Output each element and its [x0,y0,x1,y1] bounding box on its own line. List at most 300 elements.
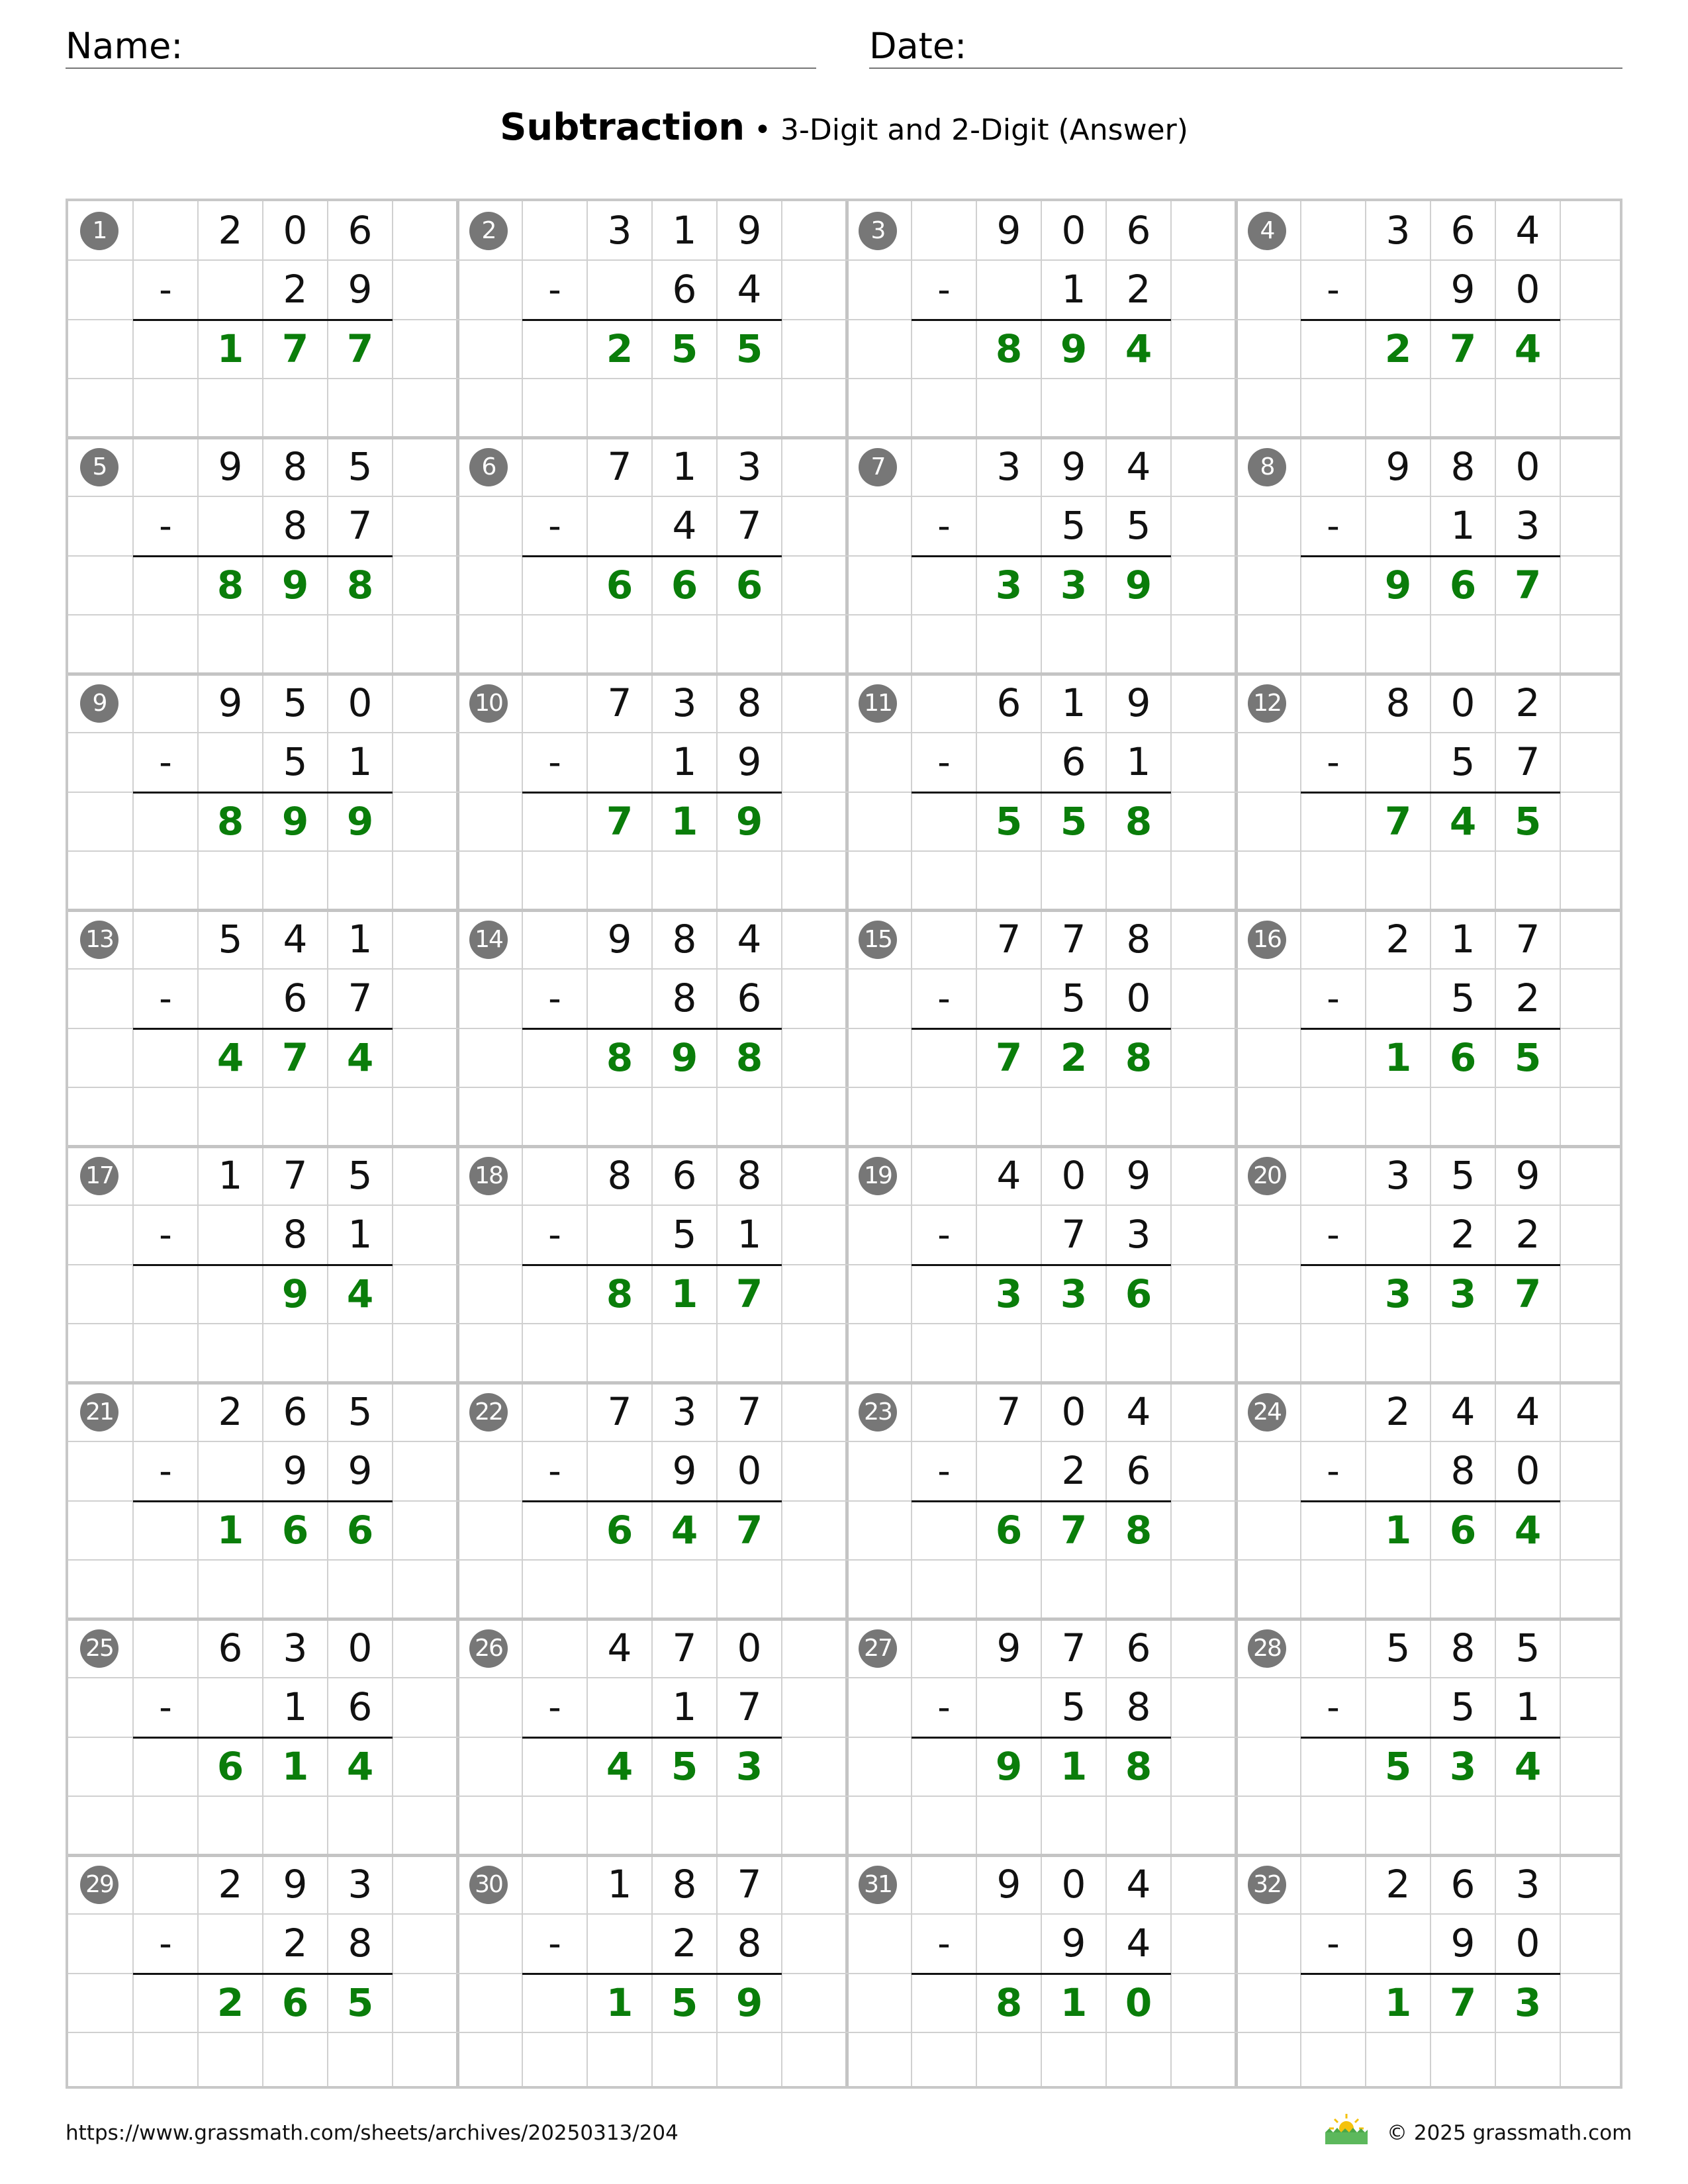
minuend-digit: 4 [737,917,762,962]
answer-digit: 6 [1449,562,1477,608]
minus-sign: - [548,1686,561,1729]
subtrahend-digit: 6 [348,1684,373,1730]
minuend-digit: 6 [996,680,1021,725]
answer-digit: 9 [995,1743,1023,1789]
minuend-digit: 0 [737,1625,762,1670]
problem-number-badge: 31 [859,1866,897,1904]
minuend-digit: 1 [348,917,373,962]
minuend-digit: 3 [283,1625,308,1670]
problem-number-badge: 18 [469,1157,508,1195]
problem-number-badge: 16 [1248,921,1286,959]
minus-sign: - [159,978,172,1020]
minus-sign: - [1327,505,1340,547]
subtrahend-digit: 5 [1061,976,1086,1021]
minuend-digit: 6 [1126,1625,1151,1670]
minus-sign: - [159,1214,172,1256]
subtrahend-digit: 9 [348,1448,373,1494]
problem [457,201,847,437]
minuend-digit: 2 [218,1862,243,1907]
answer-digit: 1 [1060,1979,1088,2025]
problem [68,910,457,1146]
answer-digit: 6 [1449,1034,1477,1080]
answer-digit: 4 [1449,798,1477,844]
subtrahend-digit: 8 [737,1921,762,1966]
minuend-digit: 5 [1385,1625,1411,1670]
subtrahend-digit: 5 [1061,1684,1086,1730]
problem-number-badge: 14 [469,921,508,959]
name-line [66,68,816,69]
problem-number-badge: 15 [859,921,897,959]
minuend-digit: 7 [672,1625,697,1670]
minus-sign: - [937,978,951,1020]
subtrahend-digit: 7 [1061,1212,1086,1257]
minuend-digit: 9 [218,680,243,725]
problem-number-badge: 21 [80,1393,118,1432]
answer-digit: 9 [735,798,763,844]
answer-digit: 4 [216,1034,244,1080]
minuend-digit: 2 [218,208,243,253]
answer-digit: 9 [1384,562,1412,608]
subtrahend-digit: 4 [672,503,697,549]
date-label: Date: [869,25,967,67]
answer-digit: 5 [1514,1034,1542,1080]
minus-sign: - [937,1450,951,1492]
answer-digit: 3 [995,1271,1023,1316]
minuend-digit: 7 [283,1153,308,1198]
minuend-digit: 9 [1061,444,1086,489]
minuend-digit: 9 [1126,680,1151,725]
subtrahend-digit: 5 [283,739,308,785]
problem [1236,1383,1622,1619]
subtrahend-digit: 1 [1126,739,1151,785]
minuend-digit: 5 [348,1389,373,1434]
minus-sign: - [548,505,561,547]
name-label: Name: [66,25,183,67]
answer-digit: 7 [1449,326,1477,371]
subtrahend-digit: 4 [1126,1921,1151,1966]
answer-digit: 1 [216,1507,244,1553]
problem-number-badge: 30 [469,1866,508,1904]
minuend-digit: 1 [218,1153,243,1198]
minus-sign: - [1327,741,1340,784]
minuend-digit: 0 [1061,1389,1086,1434]
minuend-digit: 0 [1061,1862,1086,1907]
problem [847,1619,1236,1855]
problem [457,1383,847,1619]
problem-number-badge: 2 [469,212,508,250]
answer-digit: 9 [281,562,309,608]
answer-digit: 8 [346,562,374,608]
minuend-digit: 2 [1385,1389,1411,1434]
answer-digit: 4 [1514,1743,1542,1789]
minuend-digit: 0 [1061,1153,1086,1198]
problem [1236,1619,1622,1855]
grass-sun-logo-icon [1323,2111,1370,2146]
minuend-digit: 8 [737,680,762,725]
subtrahend-digit: 9 [1450,1921,1476,1966]
answer-digit: 4 [1514,326,1542,371]
problem [457,1619,847,1855]
minuend-digit: 0 [1061,208,1086,253]
minuend-digit: 4 [1515,208,1540,253]
answer-digit: 7 [346,326,374,371]
problem-number-badge: 27 [859,1629,897,1668]
answer-digit: 3 [1060,1271,1088,1316]
answer-digit: 2 [216,1979,244,2025]
minuend-digit: 7 [607,680,632,725]
answer-digit: 8 [1125,1034,1152,1080]
minuend-digit: 4 [1126,1389,1151,1434]
minuend-digit: 2 [218,1389,243,1434]
answer-digit: 7 [1514,1271,1542,1316]
subtrahend-digit: 8 [348,1921,373,1966]
subtrahend-digit: 7 [1515,739,1540,785]
minuend-digit: 7 [1515,917,1540,962]
problem-number-badge: 19 [859,1157,897,1195]
minuend-digit: 4 [1126,1862,1151,1907]
minuend-digit: 5 [348,444,373,489]
answer-digit: 3 [995,562,1023,608]
answer-digit: 4 [1514,1507,1542,1553]
answer-digit: 7 [606,798,633,844]
answer-digit: 7 [281,1034,309,1080]
footer-copyright: © 2025 grassmath.com [1387,2121,1632,2145]
problem [1236,674,1622,910]
minuend-digit: 8 [672,1862,697,1907]
minuend-digit: 9 [996,1862,1021,1907]
worksheet-title [0,106,1688,149]
answer-digit: 4 [346,1034,374,1080]
answer-digit: 5 [346,1979,374,2025]
minuend-digit: 4 [1515,1389,1540,1434]
subtrahend-digit: 6 [737,976,762,1021]
subtrahend-digit: 5 [1061,503,1086,549]
problem [847,1855,1236,2089]
answer-digit: 6 [671,562,698,608]
subtrahend-digit: 6 [672,267,697,312]
answer-digit: 9 [281,798,309,844]
minus-sign: - [937,1214,951,1256]
subtrahend-digit: 8 [1450,1448,1476,1494]
minuend-digit: 8 [1450,444,1476,489]
minus-sign: - [159,1450,172,1492]
subtrahend-digit: 8 [283,1212,308,1257]
problem-number-badge: 13 [80,921,118,959]
answer-digit: 8 [995,326,1023,371]
minuend-digit: 0 [1450,680,1476,725]
problem [847,674,1236,910]
minus-sign: - [159,741,172,784]
problem-number-badge: 29 [80,1866,118,1904]
minuend-digit: 1 [672,444,697,489]
answer-digit: 2 [606,326,633,371]
problem-number-badge: 10 [469,684,508,723]
subtrahend-digit: 9 [672,1448,697,1494]
answer-digit: 6 [735,562,763,608]
subtrahend-digit: 1 [1515,1684,1540,1730]
minuend-digit: 4 [283,917,308,962]
problem [847,910,1236,1146]
minus-sign: - [548,741,561,784]
problem [457,1855,847,2089]
answer-digit: 9 [346,798,374,844]
answer-digit: 4 [1125,326,1152,371]
subtrahend-digit: 2 [283,1921,308,1966]
minuend-digit: 5 [1515,1625,1540,1670]
answer-digit: 5 [1514,798,1542,844]
subtrahend-digit: 0 [1515,267,1540,312]
subtrahend-digit: 8 [283,503,308,549]
minuend-digit: 3 [1385,208,1411,253]
subtrahend-digit: 2 [1061,1448,1086,1494]
problem [68,1619,457,1855]
answer-digit: 7 [735,1507,763,1553]
subtrahend-digit: 1 [737,1212,762,1257]
minus-sign: - [937,1923,951,1965]
answer-digit: 6 [281,1507,309,1553]
minuend-digit: 8 [1126,917,1151,962]
minuend-digit: 8 [737,1153,762,1198]
minuend-digit: 1 [1061,680,1086,725]
answer-digit: 8 [216,562,244,608]
minuend-digit: 2 [1515,680,1540,725]
answer-digit: 1 [671,798,698,844]
answer-digit: 1 [606,1979,633,2025]
minuend-digit: 3 [672,680,697,725]
answer-digit: 6 [216,1743,244,1789]
subtrahend-digit: 6 [283,976,308,1021]
answer-digit: 1 [281,1743,309,1789]
problem-number-badge: 28 [1248,1629,1286,1668]
minuend-digit: 6 [283,1389,308,1434]
problem [68,201,457,437]
subtrahend-digit: 1 [348,1212,373,1257]
problem-number-badge: 8 [1248,448,1286,486]
minuend-digit: 4 [607,1625,632,1670]
minuend-digit: 4 [996,1153,1021,1198]
answer-digit: 4 [606,1743,633,1789]
problem [68,437,457,674]
subtrahend-digit: 9 [1450,267,1476,312]
problem [68,1383,457,1619]
minus-sign: - [548,269,561,311]
problem-number-badge: 25 [80,1629,118,1668]
answer-digit: 4 [671,1507,698,1553]
minuend-digit: 9 [218,444,243,489]
problem-number-badge: 7 [859,448,897,486]
answer-digit: 1 [1060,1743,1088,1789]
problem [68,1146,457,1383]
problem-number-badge: 20 [1248,1157,1286,1195]
problem-number-badge: 5 [80,448,118,486]
answer-digit: 6 [995,1507,1023,1553]
answer-digit: 8 [1125,798,1152,844]
title-main: Subtraction [500,106,745,149]
minus-sign: - [937,505,951,547]
problem [457,674,847,910]
problem-number-badge: 4 [1248,212,1286,250]
minuend-digit: 7 [996,1389,1021,1434]
answer-digit: 6 [606,1507,633,1553]
subtrahend-digit: 8 [672,976,697,1021]
subtrahend-digit: 1 [1450,503,1476,549]
minuend-digit: 2 [1385,1862,1411,1907]
answer-digit: 9 [281,1271,309,1316]
minuend-digit: 0 [348,680,373,725]
minuend-digit: 8 [672,917,697,962]
answer-digit: 5 [995,798,1023,844]
minuend-digit: 9 [607,917,632,962]
answer-digit: 2 [1384,326,1412,371]
subtrahend-digit: 5 [1450,976,1476,1021]
problem [1236,1855,1622,2089]
minuend-digit: 9 [1385,444,1411,489]
subtrahend-digit: 9 [283,1448,308,1494]
minuend-digit: 6 [1126,208,1151,253]
answer-digit: 9 [1060,326,1088,371]
subtrahend-digit: 9 [348,267,373,312]
subtrahend-digit: 1 [348,739,373,785]
answer-digit: 9 [1125,562,1152,608]
answer-digit: 1 [1384,1507,1412,1553]
subtrahend-digit: 0 [1515,1448,1540,1494]
subtrahend-digit: 7 [737,1684,762,1730]
minuend-digit: 3 [996,444,1021,489]
answer-digit: 5 [671,1979,698,2025]
problem-number-badge: 6 [469,448,508,486]
answer-digit: 5 [671,326,698,371]
answer-digit: 8 [1125,1507,1152,1553]
subtrahend-digit: 2 [672,1921,697,1966]
answer-digit: 6 [346,1507,374,1553]
minuend-digit: 8 [1450,1625,1476,1670]
minuend-digit: 4 [1126,444,1151,489]
subtrahend-digit: 6 [1061,739,1086,785]
subtrahend-digit: 1 [1061,267,1086,312]
subtrahend-digit: 8 [1126,1684,1151,1730]
minuend-digit: 3 [348,1862,373,1907]
problem-number-badge: 24 [1248,1393,1286,1432]
problem [1236,1146,1622,1383]
problem-number-badge: 11 [859,684,897,723]
minus-sign: - [159,1923,172,1965]
minuend-digit: 9 [283,1862,308,1907]
minuend-digit: 7 [996,917,1021,962]
minuend-digit: 1 [607,1862,632,1907]
minus-sign: - [159,1686,172,1729]
minuend-digit: 7 [1061,1625,1086,1670]
minuend-digit: 0 [1515,444,1540,489]
minuend-digit: 7 [737,1389,762,1434]
minus-sign: - [1327,1923,1340,1965]
answer-digit: 7 [1449,1979,1477,2025]
minuend-digit: 8 [283,444,308,489]
minus-sign: - [937,741,951,784]
problem-number-badge: 17 [80,1157,118,1195]
answer-digit: 3 [1449,1271,1477,1316]
problem [1236,437,1622,674]
worksheet-grid [66,199,1622,2089]
problem [457,1146,847,1383]
answer-digit: 3 [1449,1743,1477,1789]
minuend-digit: 9 [1126,1153,1151,1198]
minuend-digit: 1 [672,208,697,253]
minuend-digit: 8 [607,1153,632,1198]
answer-digit: 9 [735,1979,763,2025]
problem [847,437,1236,674]
minuend-digit: 3 [607,208,632,253]
minuend-digit: 3 [737,444,762,489]
minuend-digit: 9 [996,208,1021,253]
minuend-digit: 5 [218,917,243,962]
minuend-digit: 5 [348,1153,373,1198]
answer-digit: 8 [606,1034,633,1080]
minus-sign: - [1327,1686,1340,1729]
minuend-digit: 3 [672,1389,697,1434]
answer-digit: 3 [735,1743,763,1789]
answer-digit: 1 [1384,1979,1412,2025]
minuend-digit: 3 [1515,1862,1540,1907]
minuend-digit: 6 [1450,1862,1476,1907]
answer-digit: 1 [671,1271,698,1316]
minus-sign: - [937,1686,951,1729]
footer-url: https://www.grassmath.com/sheets/archives/20250313/204 [66,2121,679,2145]
subtrahend-digit: 9 [737,739,762,785]
minus-sign: - [159,505,172,547]
minuend-digit: 7 [1061,917,1086,962]
subtrahend-digit: 4 [737,267,762,312]
problem [457,437,847,674]
date-line [869,68,1622,69]
subtrahend-digit: 0 [1126,976,1151,1021]
subtrahend-digit: 3 [1515,503,1540,549]
answer-digit: 8 [735,1034,763,1080]
problem [847,201,1236,437]
problem-number-badge: 32 [1248,1866,1286,1904]
minuend-digit: 5 [283,680,308,725]
answer-digit: 1 [1384,1034,1412,1080]
problem-number-badge: 3 [859,212,897,250]
answer-digit: 7 [1384,798,1412,844]
problem [1236,201,1622,437]
answer-digit: 4 [346,1743,374,1789]
minuend-digit: 6 [1450,208,1476,253]
answer-digit: 8 [1125,1743,1152,1789]
minus-sign: - [1327,1214,1340,1256]
minus-sign: - [159,269,172,311]
minuend-digit: 0 [348,1625,373,1670]
minuend-digit: 6 [348,208,373,253]
minuend-digit: 9 [996,1625,1021,1670]
answer-digit: 9 [671,1034,698,1080]
problem-number-badge: 9 [80,684,118,723]
subtrahend-digit: 5 [1126,503,1151,549]
minuend-digit: 9 [1515,1153,1540,1198]
answer-digit: 5 [671,1743,698,1789]
answer-digit: 3 [1384,1271,1412,1316]
answer-digit: 1 [216,326,244,371]
minuend-digit: 5 [1450,1153,1476,1198]
minus-sign: - [1327,978,1340,1020]
minus-sign: - [548,1923,561,1965]
subtrahend-digit: 6 [1126,1448,1151,1494]
answer-digit: 8 [995,1979,1023,2025]
subtrahend-digit: 7 [348,976,373,1021]
minuend-digit: 6 [672,1153,697,1198]
problem [847,1383,1236,1619]
answer-digit: 7 [281,326,309,371]
title-sub: • 3-Digit and 2-Digit (Answer) [745,113,1188,147]
